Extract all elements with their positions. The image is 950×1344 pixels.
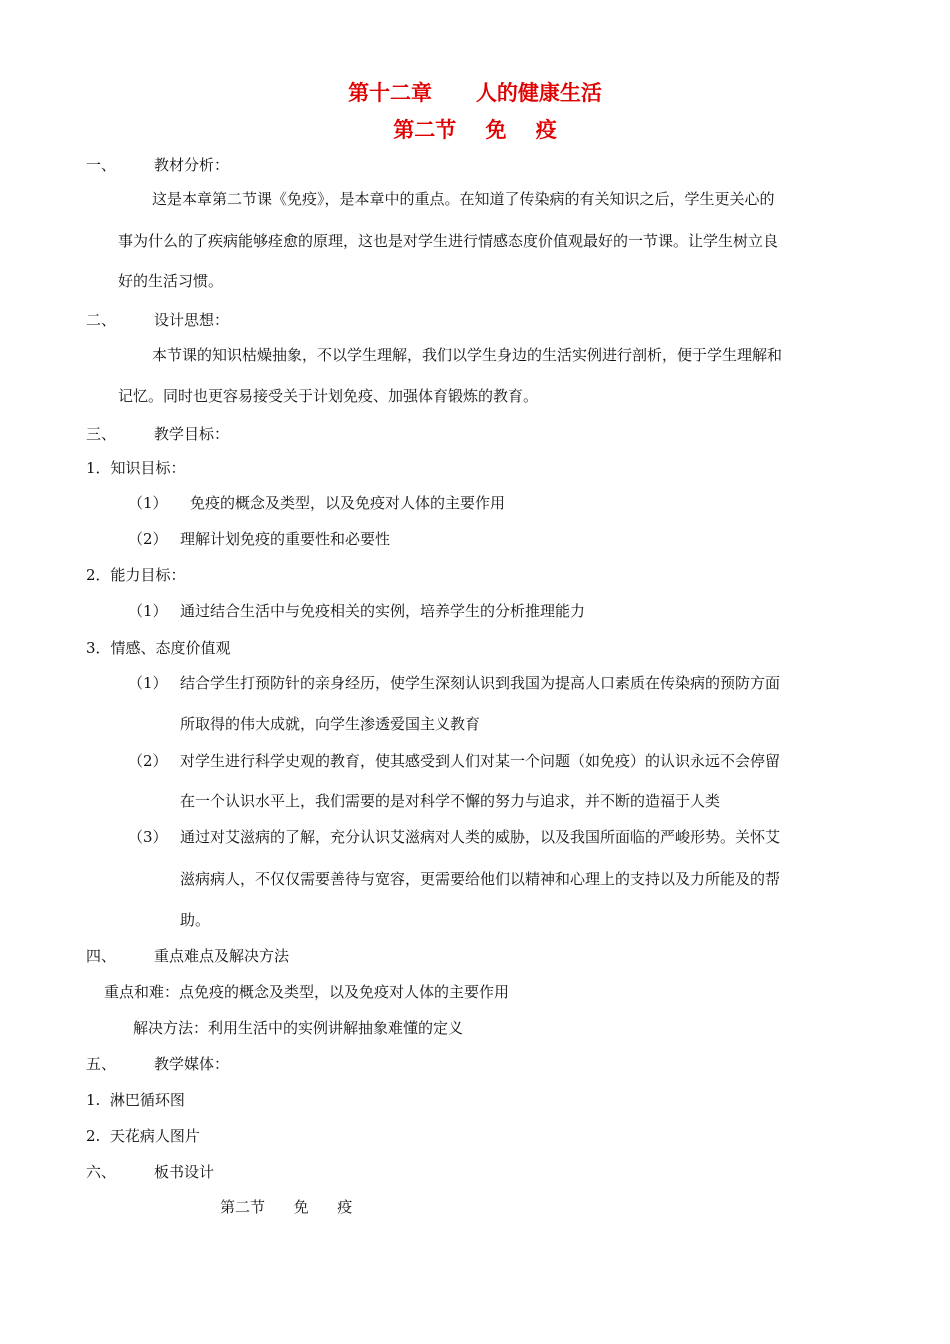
item-number: （1） <box>128 674 168 692</box>
paragraph-line: 事为什么的了疾病能够痊愈的原理，这也是对学生进行情感态度价值观最好的一节课。让学生树立良 <box>118 232 779 250</box>
chapter-title: 第十二章 人的健康生活 <box>348 80 602 105</box>
item-text: 助。 <box>180 911 211 929</box>
solution-method: 解决方法：利用生活中的实例讲解抽象难懂的定义 <box>133 1019 464 1037</box>
item-number: （2） <box>128 530 168 548</box>
section-number: 五、 <box>86 1055 117 1073</box>
key-points: 重点和难：点免疫的概念及类型，以及免疫对人体的主要作用 <box>104 983 510 1001</box>
section-number: 二、 <box>86 311 117 329</box>
item-text: 免疫的概念及类型，以及免疫对人体的主要作用 <box>190 494 506 512</box>
section-number: 六、 <box>86 1163 117 1181</box>
section-label: 教材分析： <box>154 156 230 174</box>
section-label: 教学媒体： <box>154 1055 230 1073</box>
section-label: 教学目标： <box>154 425 230 443</box>
item-text: 理解计划免疫的重要性和必要性 <box>180 530 391 548</box>
objective-group-title: 2．能力目标： <box>86 566 186 584</box>
item-text: 所取得的伟大成就，向学生渗透爱国主义教育 <box>180 715 481 733</box>
objective-group-title: 3．情感、态度价值观 <box>86 639 231 657</box>
paragraph-line: 好的生活习惯。 <box>118 272 224 290</box>
item-text: 通过对艾滋病的了解，充分认识艾滋病对人类的威胁，以及我国所面临的严峻形势。关怀艾 <box>180 828 781 846</box>
section-number: 一、 <box>86 156 117 174</box>
board-design-title: 第二节 免 疫 <box>220 1198 353 1216</box>
item-number: （3） <box>128 828 168 846</box>
item-text: 对学生进行科学史观的教育，使其感受到人们对某一个问题（如免疫）的认识永远不会停留 <box>180 752 781 770</box>
section-title: 第二节 免 疫 <box>393 117 557 142</box>
item-number: （1） <box>128 602 168 620</box>
paragraph-line: 记忆。同时也更容易接受关于计划免疫、加强体育锻炼的教育。 <box>118 387 539 405</box>
objective-group-title: 1．知识目标： <box>86 459 186 477</box>
section-number: 四、 <box>86 947 117 965</box>
paragraph-line: 这是本章第二节课《免疫》，是本章中的重点。在知道了传染病的有关知识之后，学生更关心的 <box>152 190 775 208</box>
paragraph-line: 本节课的知识枯燥抽象，不以学生理解，我们以学生身边的生活实例进行剖析，便于学生理解和 <box>152 346 783 364</box>
media-item: 2. 天花病人图片 <box>86 1127 200 1145</box>
section-label: 重点难点及解决方法 <box>154 947 290 965</box>
item-text: 在一个认识水平上，我们需要的是对科学不懈的努力与追求，并不断的造福于人类 <box>180 792 721 810</box>
item-text: 结合学生打预防针的亲身经历，使学生深刻认识到我国为提高人口素质在传染病的预防方面 <box>180 674 781 692</box>
media-item: 1. 淋巴循环图 <box>86 1091 185 1109</box>
section-label: 板书设计 <box>154 1163 215 1181</box>
item-text: 滋病病人，不仅仅需要善待与宽容，更需要给他们以精神和心理上的支持以及力所能及的帮 <box>180 870 781 888</box>
section-number: 三、 <box>86 425 117 443</box>
item-text: 通过结合生活中与免疫相关的实例，培养学生的分析推理能力 <box>180 602 586 620</box>
item-number: （2） <box>128 752 168 770</box>
item-number: （1） <box>128 494 168 512</box>
section-label: 设计思想： <box>154 311 230 329</box>
